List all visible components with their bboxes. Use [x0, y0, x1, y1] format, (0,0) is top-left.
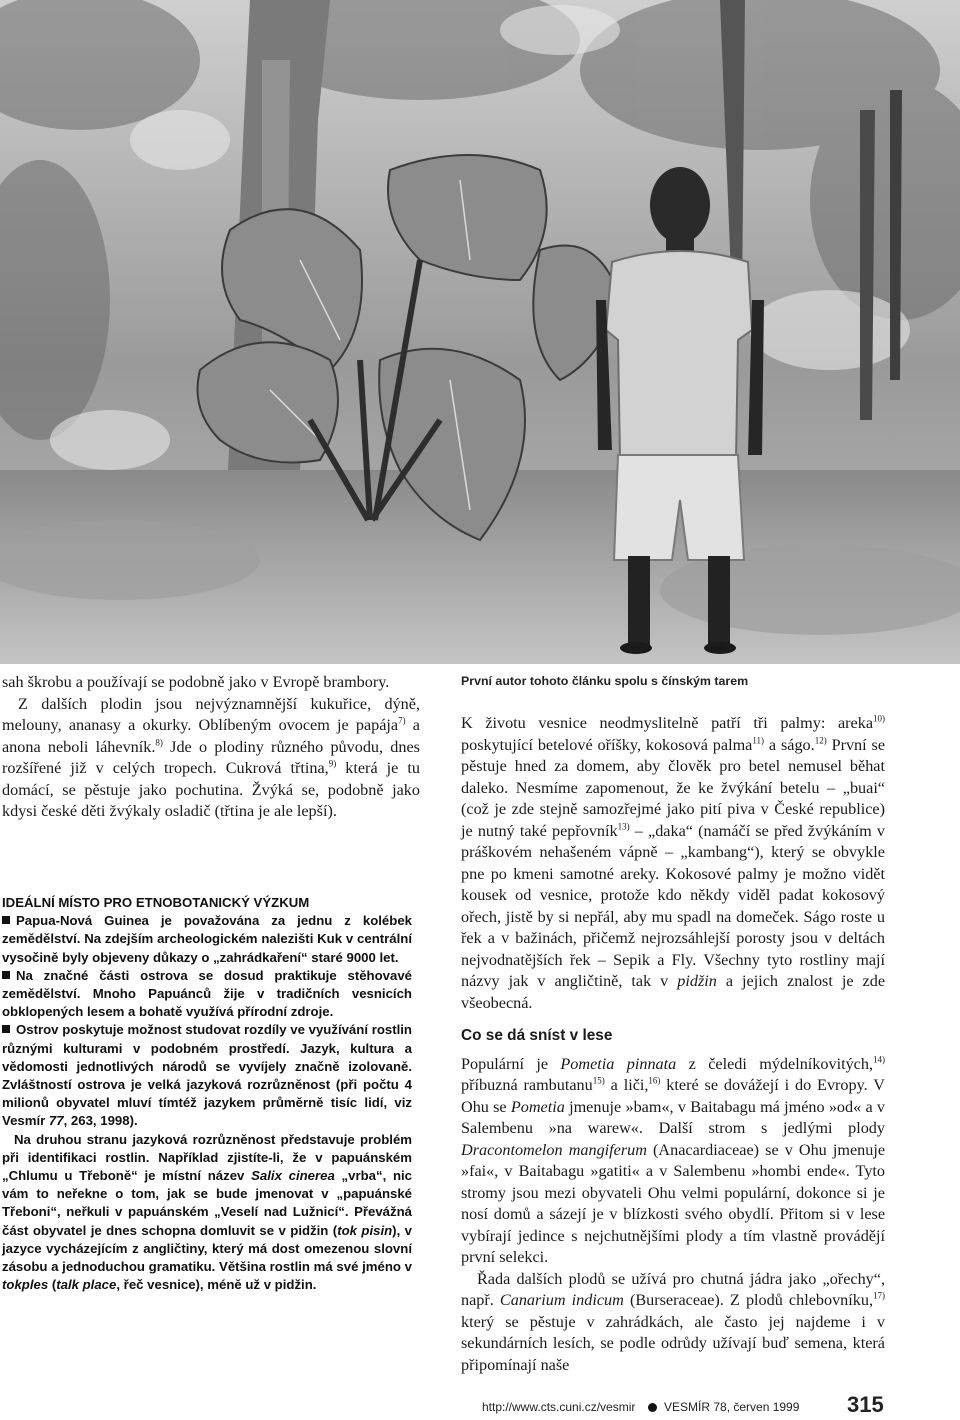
paragraph-text: První se pěstuje hned za domem, aby člověk pro betel nemusel běhat daleko. Nesmíme zapomenout, že ke žvýkání betelu – „buai“ (což je zde stejně samozřejmé jako pití piva v České republice) je nutný také pepřovník: [461, 735, 886, 840]
footnote-ref: 14): [873, 1054, 885, 1065]
left-column: [2, 672, 420, 823]
paragraph-text: Z dalších plodin jsou nejvýznamnější kukuřice, dýně, melouny, ananasy a okurky. Oblíbeným ovocem je papája: [2, 694, 420, 734]
paragraph: [2, 672, 420, 694]
footnote-ref: 9): [328, 758, 337, 769]
sidebar-text: „vrba“, nic vám to neřekne o tom, jak se bude jmenovat v „papuánské Třeboni“, neřkuli v papuánském „Veselí nad Lužnicí“. Převážná část obyvatel je dnes schopna domluvit se v pidžin (: [2, 1168, 412, 1238]
sidebar-text-italic: 77: [48, 1113, 64, 1129]
photo-caption: První autor tohoto článku spolu s čínským tarem: [461, 674, 749, 688]
footnote-ref: 10): [873, 713, 885, 724]
paragraph-text: (Burseraceae). Z plodů chlebovníku,: [623, 1291, 873, 1309]
paragraph-text-italic: Canarium indicum: [499, 1291, 624, 1309]
paragraph-text: sah škrobu a používají se podobně jako v Evropě brambory.: [2, 673, 390, 691]
bullet-dot-icon: [648, 1403, 657, 1412]
sidebar-text: Ostrov poskytuje možnost studovat rozdíly ve využívání rostlin různými kulturami v podobném prostředí. Jazyk, kultura a vědomosti jednotlivých národů se vyvíjely značně izolovaně. Zvláštností ostrova je velká jazyková rozrůzněnost (při počtu 4 milionů obyvatel mluví tímtéž jazykem průměrně tisíc lidí, viz Vesmír: [2, 1022, 412, 1129]
paragraph-text: – „daka“ (namáčí se před žvýkáním v práškovém nehašeném vápně – „kambang“), který se obvykle pne po kmeni samotné areky. Kokosové palmy je možno vidět kousek od vesnice, protože kdo někdy viděl padat kokosový ořech, jistě by si nepřál, aby mu spadl na domeček. Ságo roste u řek a v bažinách, přičemž nejrozsáhlejší porosty jsou v deltách nejvodnatějších řek – Sepik a Fly. Všechny tyto rostliny mají názvy jak v angličtině, tak v: [461, 821, 885, 990]
paragraph-text: K životu vesnice neodmyslitelně patří tři palmy: areka: [461, 714, 873, 732]
sidebar-paragraph: [2, 967, 412, 1022]
paragraph-text: která je tu domácí, se pěstuje jako pochutina. Žvýká se, podobně jako kdysi české děti žvýkaly osladič (třtina je ale lepší).: [2, 759, 421, 820]
paragraph-text: Řada dalších plodů se užívá pro chutná jádra jako „ořechy“, např.: [461, 1269, 885, 1309]
paragraph-text-italic: Dracontomelon mangiferum: [461, 1140, 647, 1159]
footnote-ref: 13): [617, 821, 630, 832]
paragraph-text: Jde o plodiny různého původu, dnes rozšířené již v celých tropech. Cukrová třtina,: [2, 737, 420, 777]
sidebar-title: IDEÁLNÍ MÍSTO PRO ETNOBOTANICKÝ VÝZKUM: [2, 895, 310, 910]
bullet-square-icon: [2, 971, 10, 979]
sidebar-text: Na značné části ostrova se dosud praktikuje stěhovavé zemědělství. Mnoho Papuánců žije v tradičních vesnicích obklopených lesem a bohatě využívá přírodní zdroje.: [2, 967, 412, 1020]
paragraph-text: který se pěstuje v zahrádkách, ale často jej najdeme i v sekundárních lesích, se podle odrůdy užívají buď semena, která připomínají naše: [461, 1312, 885, 1374]
paragraph-text: jmenuje »bam«, v Baitabagu má jméno »od« a v Salembenu »na warew«. Další strom s jedlými plody: [461, 1097, 885, 1137]
footnote-ref: 16): [648, 1075, 661, 1086]
sidebar-text: ), v jazyce vycházejícím z angličtiny, který má dost omezenou slovní zásobu a jednoduchou gramatiku. Většina rostlin má své jméno v: [2, 1222, 412, 1275]
photo-man-with-taro: [0, 0, 960, 664]
paragraph-text: příbuzná rambutanu: [461, 1076, 593, 1094]
footnote-ref: 12): [814, 735, 827, 746]
paragraph-text: (Anacardiaceae) se v Ohu jmenuje »fai«, v Baitabagu »gatiti« a v Salembenu »hombi ende«. Tyto stromy jsou mezi obyvateli Ohu velmi populární, dokonce si je nosí domů a sázejí je v blízkosti svého obydlí. Přitom si v lese vybírají jedince s nejchutnějšími plody a tím vlastně provádějí první selekci.: [461, 1140, 886, 1266]
paragraph-text: a anona neboli láhevník.: [2, 716, 420, 756]
sidebar-paragraph: [2, 912, 412, 967]
footnote-ref: 8): [155, 737, 163, 748]
sidebar-text: , řeč vesnice), méně už v pidžin.: [116, 1277, 317, 1293]
paragraph: [461, 1054, 885, 1269]
sidebar-text-italic: Salix cinerea: [251, 1168, 335, 1184]
paragraph-text: Populární je: [461, 1054, 561, 1073]
footer-url-link[interactable]: http://www.cts.cuni.cz/vesmir: [482, 1400, 636, 1414]
paragraph-text: poskytující betelové oříšky, kokosová palma: [461, 735, 753, 754]
paragraph-text-italic: Pometia: [510, 1097, 565, 1116]
page-footer: [478, 1392, 888, 1418]
paragraph: [2, 694, 420, 823]
bullet-square-icon: [2, 1025, 10, 1033]
paragraph-text-italic: pidžin: [677, 972, 717, 990]
sidebar-text: Na druhou stranu jazyková rozrůzněnost představuje problém při identifikaci rostlin. Například zjistíte-li, že v papuánském „Chlumu u Třeboně“ je místní název: [2, 1131, 412, 1184]
sidebar-box: [2, 894, 412, 1294]
section-heading: Co se dá sníst v lese: [461, 1027, 613, 1044]
footnote-ref: 11): [752, 735, 765, 746]
sidebar-text-italic: tok pisin: [337, 1222, 393, 1238]
photo-image: [0, 0, 960, 664]
paragraph-text: a liči,: [604, 1076, 649, 1094]
sidebar-paragraph: [2, 1131, 412, 1295]
sidebar-text-italic: tokples: [2, 1277, 49, 1293]
paragraph-text: z čeledi mýdelníkovitých,: [676, 1054, 873, 1073]
sidebar-text-italic: talk place: [56, 1277, 117, 1293]
footnote-ref: 17): [873, 1290, 885, 1301]
sidebar-text: (: [48, 1277, 57, 1293]
footer-issue: VESMÍR 78, červen 1999: [664, 1400, 800, 1414]
paragraph: [461, 713, 885, 1014]
paragraph-text-italic: Pometia pinnata: [560, 1054, 677, 1073]
footnote-ref: 7): [398, 715, 406, 726]
page-number: 315: [847, 1392, 884, 1417]
sidebar-paragraph: [2, 1021, 412, 1130]
sidebar-text: , 263, 1998).: [63, 1113, 138, 1129]
footnote-ref: 15): [592, 1075, 605, 1086]
paragraph-text: a ságo.: [764, 735, 815, 754]
paragraph: [461, 1269, 885, 1377]
paragraph-text: které se dovážejí i do Evropy. V Ohu se: [461, 1076, 885, 1116]
paragraph-text: a jejich znalost je zde všeobecná.: [461, 972, 886, 1012]
right-column: [461, 713, 885, 1376]
bullet-square-icon: [2, 916, 10, 924]
sidebar-text: Papua-Nová Guinea je považována za jednu z kolébek zemědělství. Na zdejším archeologickém nalezišti Kuk v centrální vysočině byly objeveny důkazy o „zahrádkaření“ staré 9000 let.: [2, 913, 412, 965]
